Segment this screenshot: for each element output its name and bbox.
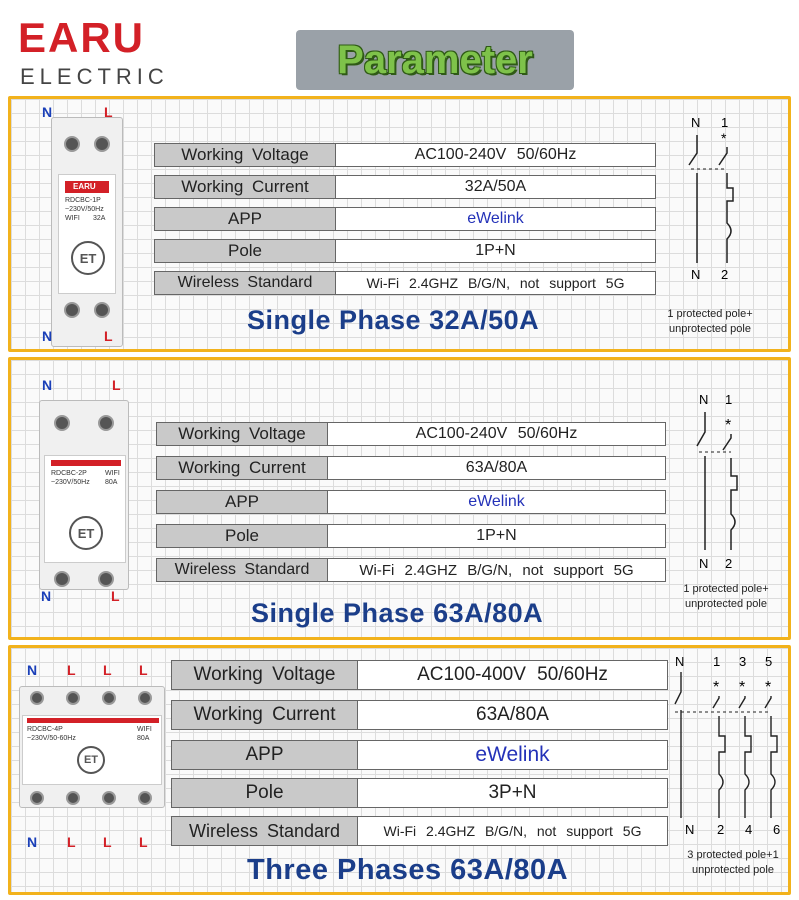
terminal-label-l: L xyxy=(112,377,121,393)
svg-text:*: * xyxy=(721,130,727,146)
note-line: unprotected pole xyxy=(692,864,774,876)
screw-icon xyxy=(66,791,80,805)
device-model: RDCBC-2P xyxy=(51,470,87,477)
spec-value: AC100-400V 50/60Hz xyxy=(357,661,667,689)
device-face xyxy=(22,715,162,785)
panel-single-phase-32a xyxy=(8,96,791,352)
diagram-bottom-label: 2 xyxy=(717,822,725,837)
screw-icon xyxy=(54,571,70,587)
device-face xyxy=(58,174,116,294)
diagram-note xyxy=(675,848,791,878)
spec-value: 3P+N xyxy=(357,779,667,807)
screw-icon xyxy=(138,791,152,805)
breaker-device-illustration xyxy=(19,686,165,808)
spec-value: AC100-240V 50/60Hz xyxy=(335,144,655,166)
diagram-top-label: 1 xyxy=(721,115,729,130)
screw-icon xyxy=(64,302,80,318)
spec-value: 1P+N xyxy=(335,240,655,262)
spec-row-current xyxy=(154,175,656,199)
device-amp: 80A xyxy=(105,479,118,486)
et-logo-icon: ET xyxy=(71,241,105,275)
spec-row-voltage xyxy=(156,422,666,446)
spec-value-app: eWelink xyxy=(357,741,667,769)
spec-label: Working Voltage xyxy=(172,661,357,689)
spec-row-current xyxy=(156,456,666,480)
wiring-diagram-icon xyxy=(661,113,771,293)
diagram-bottom-label: 2 xyxy=(721,267,729,282)
spec-label: Pole xyxy=(157,525,327,547)
spec-value: 63A/80A xyxy=(327,457,665,479)
screw-icon xyxy=(64,136,80,152)
spec-label: APP xyxy=(157,491,327,513)
spec-row-wireless xyxy=(156,558,666,582)
device-rating: ~230V/50Hz xyxy=(65,206,104,213)
spec-value: 1P+N xyxy=(327,525,665,547)
diagram-note xyxy=(661,582,791,612)
svg-text:*: * xyxy=(739,679,746,696)
diagram-top-label: N xyxy=(691,115,701,130)
spec-label: APP xyxy=(155,208,335,230)
device-wifi: WIFI xyxy=(137,726,152,733)
diagram-bottom-label: N xyxy=(699,556,709,571)
device-brand-label: EARU xyxy=(73,182,96,191)
screw-icon xyxy=(98,571,114,587)
diagram-top-label: N xyxy=(675,654,685,669)
spec-label: Pole xyxy=(172,779,357,807)
wiring-diagram-icon xyxy=(673,652,793,840)
spec-label: Wireless Standard xyxy=(155,272,335,294)
diagram-note xyxy=(645,307,775,337)
note-line: 1 protected pole+ xyxy=(683,583,769,595)
screw-icon xyxy=(94,302,110,318)
terminal-label-n: N xyxy=(42,328,53,344)
diagram-top-label: 3 xyxy=(739,654,747,669)
spec-value-app: eWelink xyxy=(327,491,665,513)
logo-brand-text: EARU xyxy=(18,14,146,61)
spec-value: Wi-Fi 2.4GHZ B/G/N, not support 5G xyxy=(335,272,655,294)
terminal-label-l: L xyxy=(111,588,120,604)
device-rating: ~230V/50-60Hz xyxy=(27,735,76,742)
device-amp: 80A xyxy=(137,735,150,742)
panel-caption: Three Phases 63A/80A xyxy=(247,854,569,886)
breaker-device-illustration xyxy=(39,377,129,590)
title-banner xyxy=(296,30,574,90)
device-amp: 32A xyxy=(93,215,106,222)
spec-value: 32A/50A xyxy=(335,176,655,198)
diagram-top-label: N xyxy=(699,392,709,407)
device-wifi: WIFI xyxy=(105,470,120,477)
terminal-label-l: L xyxy=(67,662,76,678)
page-title: Parameter xyxy=(337,38,533,82)
note-line: 1 protected pole+ xyxy=(667,308,753,320)
diagram-bottom-label: 4 xyxy=(745,822,753,837)
device-model: RDCBC-1P xyxy=(65,197,101,204)
screw-icon xyxy=(30,691,44,705)
terminal-label-n: N xyxy=(27,662,38,678)
panel-single-phase-63a xyxy=(8,357,791,640)
logo-sub-text: ELECTRIC xyxy=(20,64,169,89)
screw-icon xyxy=(94,136,110,152)
spec-label: APP xyxy=(172,741,357,769)
screw-icon xyxy=(102,791,116,805)
spec-label: Wireless Standard xyxy=(157,559,327,581)
terminal-label-l: L xyxy=(104,104,113,120)
spec-row-wireless xyxy=(171,816,668,846)
device-wifi: WIFI xyxy=(65,215,80,222)
note-line: unprotected pole xyxy=(669,323,751,335)
terminal-label-l: L xyxy=(103,662,112,678)
spec-row-voltage xyxy=(154,143,656,167)
terminal-label-l: L xyxy=(104,328,113,344)
wiring-diagram-icon xyxy=(675,390,785,578)
screw-icon xyxy=(98,415,114,431)
spec-label: Working Current xyxy=(157,457,327,479)
et-logo-icon: ET xyxy=(77,746,105,774)
spec-label: Working Current xyxy=(172,701,357,729)
spec-label: Pole xyxy=(155,240,335,262)
spec-label: Working Current xyxy=(155,176,335,198)
diagram-bottom-label: N xyxy=(691,267,701,282)
spec-row-pole xyxy=(156,524,666,548)
panel-caption: Single Phase 32A/50A xyxy=(247,305,540,335)
device-model: RDCBC-4P xyxy=(27,726,63,733)
panel-three-phases-63a xyxy=(8,645,791,895)
spec-row-voltage xyxy=(171,660,668,690)
terminal-label-n: N xyxy=(42,377,53,393)
terminal-label-n: N xyxy=(42,104,53,120)
terminal-label-l: L xyxy=(67,834,76,850)
spec-row-wireless xyxy=(154,271,656,295)
note-line: unprotected pole xyxy=(685,598,767,610)
et-logo-icon: ET xyxy=(69,516,103,550)
spec-row-app xyxy=(171,740,668,770)
device-rating: ~230V/50Hz xyxy=(51,479,90,486)
screw-icon xyxy=(102,691,116,705)
terminal-label-n: N xyxy=(27,834,38,850)
spec-label: Wireless Standard xyxy=(172,817,357,845)
svg-text:*: * xyxy=(713,679,720,696)
diagram-top-label: 1 xyxy=(713,654,721,669)
diagram-bottom-label: 2 xyxy=(725,556,733,571)
terminal-label-l: L xyxy=(139,834,148,850)
spec-label: Working Voltage xyxy=(155,144,335,166)
svg-text:*: * xyxy=(765,679,772,696)
terminal-label-l: L xyxy=(103,834,112,850)
diagram-bottom-label: N xyxy=(685,822,695,837)
spec-value-app: eWelink xyxy=(335,208,655,230)
terminal-label-l: L xyxy=(139,662,148,678)
spec-row-app xyxy=(154,207,656,231)
spec-value: Wi-Fi 2.4GHZ B/G/N, not support 5G xyxy=(327,559,665,581)
panel-caption: Single Phase 63A/80A xyxy=(251,598,544,628)
spec-label: Working Voltage xyxy=(157,423,327,445)
terminal-label-n: N xyxy=(41,588,52,604)
breaker-device-illustration xyxy=(42,104,123,347)
spec-value: AC100-240V 50/60Hz xyxy=(327,423,665,445)
diagram-top-label: 5 xyxy=(765,654,773,669)
spec-row-app xyxy=(156,490,666,514)
diagram-top-label: 1 xyxy=(725,392,733,407)
device-face xyxy=(44,455,126,563)
diagram-bottom-label: 6 xyxy=(773,822,781,837)
brand-logo xyxy=(18,14,198,89)
screw-icon xyxy=(54,415,70,431)
screw-icon xyxy=(30,791,44,805)
spec-row-pole xyxy=(154,239,656,263)
svg-text:*: * xyxy=(725,417,732,434)
note-line: 3 protected pole+1 xyxy=(687,849,779,861)
spec-row-current xyxy=(171,700,668,730)
spec-value: 63A/80A xyxy=(357,701,667,729)
spec-row-pole xyxy=(171,778,668,808)
screw-icon xyxy=(66,691,80,705)
spec-value: Wi-Fi 2.4GHZ B/G/N, not support 5G xyxy=(357,817,667,845)
screw-icon xyxy=(138,691,152,705)
